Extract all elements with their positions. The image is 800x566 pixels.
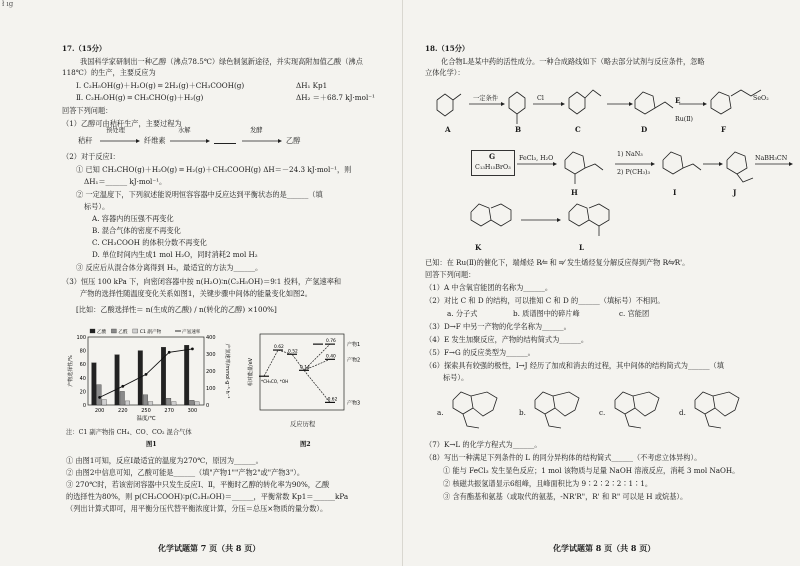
left-footer: 化学试题第 7 页（共 8 页） [158,543,261,553]
fig1-bar-1 [120,391,125,405]
q6-label-c: c. [599,408,606,417]
fig1-ytick-left: 100 [76,335,86,341]
label-e: E [675,96,681,105]
q17-part2-1b: ΔH₁＝______ kJ·mol⁻¹。 [84,177,167,186]
figure-2-chart [248,328,368,418]
selectivity-formula: [比如：乙酸选择性＝ n(生成的乙酸) / n(转化的乙醇) ×100%] [76,305,277,314]
fig1-line-point [121,385,124,388]
figure-1-caption: 图1 [146,441,157,448]
arrow-h-i [615,162,655,166]
fig1-bar-0 [184,345,189,405]
fig1-ytick-left: 80 [79,348,86,355]
fig1-bar-1 [190,400,195,405]
q6-structure-d [689,386,759,436]
fig2-value-label: 0.62 [274,345,284,351]
arrow-g-h [517,162,557,166]
fig1-ylabel-left: 产物选择性/% [68,355,74,387]
q17-part3: （3）恒压 100 kPa 下，向密闭容器中按 n(H₂O)∶n(C₂H₅OH)＝9∶1 投料，产氢速率和 [62,277,342,286]
fig1-legend-label: 产氢速率 [182,330,201,335]
fig1-xlabel: 温度/℃ [136,416,156,422]
q17-end-1: ① 由图1可知，反应Ⅰ最适宜的温度为270℃，原因为______。 [66,456,263,465]
q18-2-opt-c: c. 官能团 [619,309,650,318]
flow-step-straw: 秸秆 [78,136,93,145]
right-footer: 化学试题第 8 页（共 8 页） [553,543,656,553]
label-c: C [575,125,581,134]
arrow-j-k [755,162,793,166]
q18-4: （4）E 发生加聚反应，产物的结构简式为______。 [425,335,589,344]
answer-prompt-right: 回答下列问题： [425,270,476,279]
fig2-product-label: 产物3 [347,400,361,407]
fig1-xtick: 200 [94,408,105,414]
fig1-ytick-left: 60 [79,362,86,369]
fig1-ytick-right: 200 [206,369,216,375]
fig1-bar-1 [97,385,102,405]
q17-part1: （1）乙醇可由秸秆生产，主要过程为 [62,119,182,128]
q18-2-opt-a: a. 分子式 [447,309,478,318]
fig1-line-point [191,348,194,351]
q18-6b: 标号）。 [443,373,469,382]
flow-arrow-label-pretreat: 预处理 [106,127,125,134]
option-a: A. 容器内的压强不再变化 [92,214,174,223]
label-a: A [445,125,451,134]
arrow-i-j [703,162,723,166]
label-l: L [579,243,585,252]
fig2-value-label: 0.40 [326,354,336,360]
figure-2-xlabel: 反应历程 [290,421,316,428]
label-f: F [721,125,727,134]
fig1-legend-label: 乙酸 [97,330,107,335]
option-d: D. 单位时间内生成1 mol H₂O，同时消耗2 mol H₂ [92,250,258,259]
label-h: H [571,188,578,197]
fig1-ytick-left: 40 [79,375,86,382]
fig1-ytick-right: 300 [206,352,216,358]
flow-arrow-label-hydrolysis: 水解 [178,127,191,134]
reagent-nan3: 1) NaN₃ [617,151,643,158]
fig1-ytick-left: 20 [79,389,86,396]
fig1-xtick: 220 [118,408,128,414]
fig1-bar-2 [172,402,177,405]
flow-arrow-3 [242,139,282,143]
fig1-xtick: 250 [141,408,151,414]
reaction-1: Ⅰ. C₂H₅OH(g)＋H₂O(g) ═ 2H₂(g)＋CH₃COOH(g) [76,81,245,90]
q18-2: （2）对比 C 和 D 的结构，可以推知 C 和 D 的______（填标号）不相同。 [425,296,665,305]
q18-intro-line1: 化合物L是某中药的活性成分。一种合成路线如下（略去部分试剂与反应条件，忽略 [441,57,705,66]
q18-8: （8）写出一种满足下列条件的 L 的同分异构体的结构简式______（不考虑立体异构）。 [425,453,702,462]
g-formula: C₁₃H₁₅BrO₃ [475,164,511,171]
fig2-value-label: 0.14 [300,365,310,371]
q17-part2-1: ① 已知 CH₃CHO(g)＋H₂O(g) ═ H₂(g)＋CH₃COOH(g) ΔH＝－24.3 kJ·mol⁻¹，则 [76,165,352,174]
figure-1-note: 注：C1 副产物指 CH₄、CO、CO₂ 混合气体 [66,429,192,436]
fig1-bar-2 [102,400,107,405]
fig1-line-point [145,373,148,376]
fig2-start-label: *CH₃CO, *OH [261,379,289,385]
q18-8-2: ② 核磁共振氢谱显示6组峰，且峰面积比为 9∶2∶2∶2∶1∶1。 [443,479,653,488]
q17-part2-3: ③ 反应后从混合体分离得到 H₂，最适宜的方法为______。 [76,263,263,272]
q18-8-1: ① 能与 FeCl₃ 发生显色反应；1 mol 该物质与足量 NaOH 溶液反应，消耗 3 mol NaOH。 [443,466,740,475]
reagent-ru: Ru(Ⅱ) [675,116,693,123]
q17-end-3c: （列出计算式即可，用平衡分压代替平衡浓度计算，分压＝总压×物质的量分数）。 [66,504,328,513]
flow-step-ethanol: 乙醇 [286,136,301,145]
answer-prompt: 回答下列问题： [62,106,113,115]
q18-3: （3）D→F 中另一产物的化学名称为______。 [425,322,571,331]
flow-arrow-label-ferment: 发酵 [250,127,263,134]
right-page [402,0,800,566]
corner-mark: ł ıg [2,0,14,8]
q6-structure-b [529,386,599,436]
fig1-bar-0 [115,355,120,405]
label-j: J [733,188,737,197]
q6-label-a: a. [437,408,444,417]
compound-h [559,146,609,186]
fig1-ytick-right: 100 [206,386,216,392]
label-b: B [515,125,522,134]
flow-arrow-2 [170,139,210,143]
q18-5: （5）F→G 的反应类型为______。 [425,348,535,357]
fig1-legend-swatch [90,329,95,333]
reagent-fecl3: FeCl₃, H₂O [519,155,554,162]
q17-end-2: ② 由图2中信息可知，乙酸可能是______（填"产物1""产物2"或"产物3"）。 [66,468,305,477]
q17-intro-line1: 我国科学家研制出一种乙醇（沸点78.5℃）绿色制氢新途径，并实现高附加值乙酸（沸点 [80,57,363,66]
q17-end-3b: 的选择性为80%，则 p(CH₃COOH)∶p(C₂H₅OH)＝______，平衡常数 Kp1＝______kPa [66,492,349,501]
q17-part2-2: ② 一定温度下，下列叙述能说明恒容容器中反应达到平衡状态的是______（填 [76,190,323,199]
q17-intro-line2: 118℃）的生产，主要反应为 [62,68,156,77]
fig2-value-label: 0.52 [288,349,298,355]
q18-2-opt-b: b. 质谱图中的碎片峰 [513,309,580,318]
fig1-bar-1 [143,395,148,405]
q18-intro-line2: 立体化学）： [425,68,465,77]
fig1-bar-1 [166,398,171,405]
q17-header: 17.（15分） [62,44,107,53]
q18-8-3: ③ 含有酯基和氨基（或取代的氨基，-NR'R"，R' 和 R" 可以是 H 或烷基）。 [443,492,688,501]
option-b: B. 混合气体的密度不再变化 [92,226,181,235]
q18-header: 18.（15分） [425,44,470,53]
fig1-xtick: 300 [187,408,198,414]
compound-l [563,198,623,243]
fig1-xtick: 270 [164,408,174,414]
q17-part3b: 产物的选择性随温度变化关系如图1，关键步骤中间体的能量变化如图2。 [80,289,312,298]
fig1-bar-2 [148,402,153,405]
label-d: D [641,125,648,134]
q18-1: （1）A 中含氧官能团的名称为______。 [425,283,553,292]
q6-structure-a [447,386,517,436]
q17-end-3: ③ 270℃时，若该密闭容器中只发生反应Ⅰ、Ⅱ，平衡时乙醇的转化率为90%，乙酸 [66,480,330,489]
flow-arrow-1 [100,139,140,143]
compound-j [721,146,761,186]
fig1-bar-0 [92,363,97,405]
q17-part2: （2）对于反应Ⅰ： [62,152,120,161]
option-c: C. CH₃COOH 的体积分数不再变化 [92,238,207,247]
reagent-1: 一定条件 [473,95,499,102]
label-g: G [489,152,496,161]
reagent-nabh3cn: NaBH₃CN [755,155,788,162]
fig1-legend-label: C1 副产物 [139,330,162,335]
fig1-line-point [98,396,101,399]
q18-6: （6）探索具有较强的极性，I→J 经历了加成和消去的过程，其中间体的结构简式为______（填 [425,361,724,370]
compound-i [657,146,707,186]
q17-part2-2b: 标号）。 [84,202,110,211]
reagent-pme3: 2) P(CH₃)₃ [617,169,650,176]
flow-blank [214,136,236,144]
fig2-product-label: 产物2 [347,357,361,364]
fig2-pathway-main [264,350,304,376]
fig1-bar-2 [125,401,130,405]
fig1-ytick-right: 0 [206,403,210,409]
fig1-bar-2 [195,402,200,405]
fig1-ytick-right: 400 [206,335,216,341]
figure-1-chart [66,325,231,425]
q6-label-b: b. [519,408,526,417]
reagent-2: Cl [537,95,544,102]
flow-step-cellulose: 纤维素 [144,136,166,145]
reaction-1-enthalpy: ΔH₁ Kp1 [296,81,328,90]
fig2-product-label: 产物1 [347,342,361,349]
reaction-2: Ⅱ. C₂H₅OH(g) ═ CH₃CHO(g)＋H₂(g) [76,93,204,102]
label-k: K [475,243,482,252]
arrow-k-l [521,218,561,222]
fig2-value-label: -0.62 [326,397,338,403]
fig1-ylabel-right: 产氢速率/mmol·g⁻¹·h⁻¹ [224,343,230,399]
q6-label-d: d. [679,408,686,417]
fig1-legend-label: 乙醛 [118,330,128,335]
fig1-legend-swatch [133,329,138,333]
reaction-2-enthalpy: ΔH₂ ＝＋68.7 kJ·mol⁻¹ [296,93,375,102]
known-info: 已知：在 Ru(Ⅱ)的催化下，端烯烃 R⁄═ 和 ═⁄ 发生烯烃复分解反应得到产物 R⁄═⁄R'。 [425,258,690,267]
q6-structure-c [609,386,679,436]
q18-7: （7）K→L 的化学方程式为______。 [425,440,542,449]
fig2-value-label: 0.76 [326,339,336,345]
fig1-line-point [168,351,171,354]
fig1-legend-swatch [111,329,116,333]
label-i: I [673,188,677,197]
reagent-seo2: SeO₂ [753,95,769,102]
fig1-ytick-left: 0 [82,403,86,409]
fig2-ylabel: 相对能量/eV [248,357,254,387]
figure-2-caption: 图2 [300,441,311,448]
